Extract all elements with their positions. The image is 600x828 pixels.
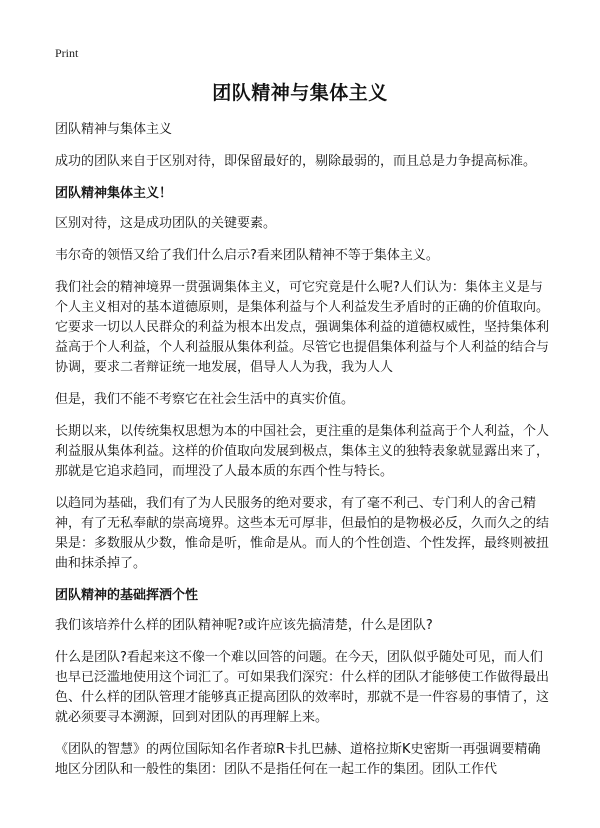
paragraph: 区别对待，这是成功团队的关键要素。 xyxy=(55,216,277,231)
paragraph: 但是，我们不能不考察它在社会生活中的真实价值。 xyxy=(55,392,355,407)
paragraph: 韦尔奇的领悟又给了我们什么启示?看来团队精神不等于集体主义。 xyxy=(55,248,439,263)
article-body xyxy=(55,120,550,792)
paragraph: 什么是团队?看起来这不像一个难以回答的问题。在今天，团队似乎随处可见，而人们也早已泛滥地使用这个词汇了。可如果我们深究：什么样的团队才能够使工作做得最出色、什么样的团队管理才能够真正提高团队的效率时，那就不是一件容易的事情了，这就必须要寻本溯源，回到对团队的再理解上来。 xyxy=(55,650,550,725)
page-title: 团队精神与集体主义 xyxy=(212,82,388,104)
paragraph: 我们社会的精神境界一贯强调集体主义，可它究竟是什么呢?人们认为：集体主义是与个人主义相对的基本道德原则，是集体利益与个人利益发生矛盾时的正确的价值取向。它要求一切以人民群众的利益为根本出发点，强调集体利益的道德权威性，坚持集体利益高于个人利益，个人利益服从集体利益。尽管它也提倡集体利益与个人利益的结合与协调，要求二者辩证统一地发展，倡导人人为我，我为人人 xyxy=(55,280,550,375)
paragraph: 长期以来，以传统集权思想为本的中国社会，更注重的是集体利益高于个人利益，个人利益服从集体利益。这样的价值取向发展到极点，集体主义的独特表象就显露出来了，那就是它追求趋同，而埋没了人最本质的东西个性与特长。 xyxy=(55,424,550,479)
print-link[interactable]: Print xyxy=(55,46,79,60)
section-heading: 团队精神集体主义！ xyxy=(55,186,173,201)
paragraph: 我们该培养什么样的团队精神呢?或许应该先搞清楚，什么是团队? xyxy=(55,618,433,633)
paragraph: 以趋同为基础，我们有了为人民服务的绝对要求，有了毫不利己、专门利人的舍己精神，有了无私奉献的崇高境界。这些本无可厚非，但最怕的是物极必反，久而久之的结果是：多数服从少数，惟命是听，惟命是从。而人的个性创造、个性发挥，最终则被扭曲和抹杀掉了。 xyxy=(55,496,550,571)
paragraph: 团队精神与集体主义 xyxy=(55,122,173,137)
section-heading: 团队精神的基础挥洒个性 xyxy=(55,588,199,603)
paragraph: 成功的团队来自于区别对待，即保留最好的，剔除最弱的，而且总是力争提高标准。 xyxy=(55,154,537,169)
paragraph: 《团队的智慧》的两位国际知名作者琼R卡扎巴赫、道格拉斯K史密斯一再强调要精确地区分团队和一般性的集团：团队不是指任何在一起工作的集团。团队工作代 xyxy=(55,742,541,777)
